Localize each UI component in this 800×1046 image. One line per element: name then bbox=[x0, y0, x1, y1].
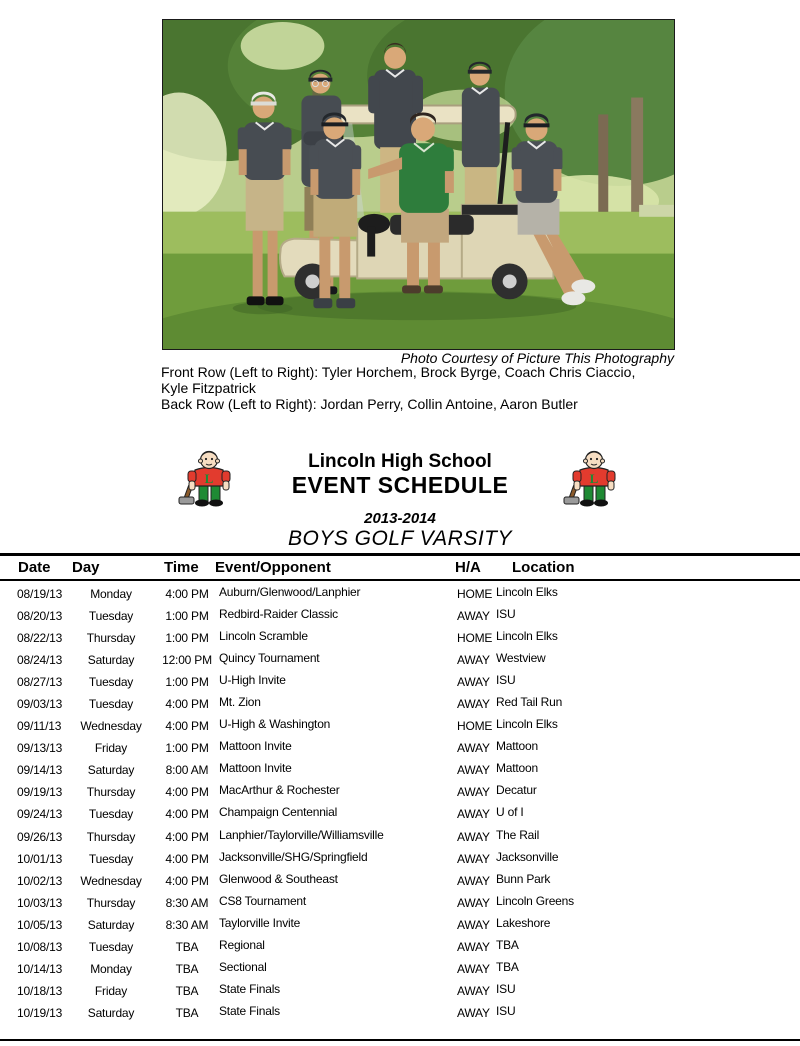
cell-event: Champaign Centennial bbox=[219, 805, 338, 820]
photo-credit: Photo Courtesy of Picture This Photography bbox=[400, 350, 674, 366]
cell-location: Mattoon bbox=[496, 739, 538, 754]
cell-day: Tuesday bbox=[88, 674, 134, 689]
column-header-date: Date bbox=[18, 559, 51, 576]
cell-event: Mattoon Invite bbox=[219, 761, 292, 776]
table-row bbox=[0, 582, 800, 604]
cell-date: 10/18/13 bbox=[17, 984, 63, 999]
table-row bbox=[0, 958, 800, 980]
cell-ha: AWAY bbox=[457, 785, 490, 800]
cell-event: Sectional bbox=[219, 960, 267, 975]
cell-event: Lanphier/Taylorville/Williamsville bbox=[219, 827, 384, 842]
cell-day: Tuesday bbox=[88, 696, 134, 711]
cell-ha: AWAY bbox=[457, 829, 490, 844]
table-row bbox=[0, 847, 800, 869]
cell-day: Friday bbox=[94, 741, 128, 756]
cell-time: 1:00 PM bbox=[165, 630, 209, 645]
cell-ha: AWAY bbox=[457, 696, 490, 711]
cell-date: 09/26/13 bbox=[17, 829, 63, 844]
page-title: EVENT SCHEDULE bbox=[291, 472, 509, 498]
cell-day: Saturday bbox=[87, 917, 135, 932]
table-row bbox=[0, 626, 800, 648]
cell-day: Tuesday bbox=[88, 940, 134, 954]
cell-location: Lincoln Elks bbox=[496, 584, 558, 599]
cell-event: MacArthur & Rochester bbox=[219, 783, 340, 798]
cell-date: 09/14/13 bbox=[17, 763, 63, 778]
table-row bbox=[0, 825, 800, 847]
cell-ha: AWAY bbox=[457, 962, 490, 977]
cell-event: Glenwood & Southeast bbox=[219, 871, 338, 886]
cell-event: State Finals bbox=[219, 982, 280, 997]
cell-time: TBA bbox=[175, 984, 199, 999]
cell-location: Mattoon bbox=[496, 761, 538, 776]
cell-ha: AWAY bbox=[457, 1006, 490, 1021]
cell-ha: AWAY bbox=[457, 984, 490, 999]
table-header-rule bbox=[0, 579, 800, 581]
cell-ha: AWAY bbox=[457, 873, 490, 888]
cell-location: ISU bbox=[496, 606, 516, 621]
cell-ha: AWAY bbox=[457, 807, 490, 822]
cell-location: Decatur bbox=[496, 783, 537, 798]
cell-event: Regional bbox=[219, 938, 265, 952]
table-row bbox=[0, 869, 800, 891]
cell-date: 08/19/13 bbox=[17, 586, 63, 601]
cell-location: ISU bbox=[496, 672, 516, 687]
cell-day: Friday bbox=[94, 984, 128, 999]
cell-location: Jacksonville bbox=[496, 849, 559, 864]
cell-time: 4:00 PM bbox=[165, 785, 209, 800]
cell-event: Mt. Zion bbox=[219, 694, 261, 709]
cell-ha: AWAY bbox=[457, 652, 490, 667]
cell-day: Tuesday bbox=[88, 807, 134, 822]
back-row-caption: Back Row (Left to Right): Jordan Perry, Collin Antoine, Aaron Butler bbox=[161, 396, 578, 413]
cell-location: Lincoln Elks bbox=[496, 628, 558, 643]
cell-ha: AWAY bbox=[457, 851, 490, 866]
cell-time: 4:00 PM bbox=[165, 807, 209, 822]
cell-ha: HOME bbox=[457, 719, 493, 734]
cell-ha: AWAY bbox=[457, 741, 490, 756]
svg-text:L: L bbox=[589, 471, 599, 486]
team-label: BOYS GOLF VARSITY bbox=[287, 527, 513, 550]
front-row-caption-line1: Front Row (Left to Right): Tyler Horchem, Brock Byrge, Coach Chris Ciaccio, bbox=[161, 364, 636, 380]
cell-event: Lincoln Scramble bbox=[219, 628, 308, 643]
cell-time: 4:00 PM bbox=[165, 586, 209, 601]
cell-date: 08/20/13 bbox=[17, 608, 63, 623]
cell-time: 1:00 PM bbox=[165, 674, 209, 689]
svg-text:L: L bbox=[204, 471, 214, 486]
cell-date: 08/27/13 bbox=[17, 674, 63, 689]
cell-time: 4:00 PM bbox=[165, 719, 209, 734]
cell-day: Wednesday bbox=[80, 873, 142, 888]
table-row bbox=[0, 980, 800, 1002]
cell-ha: AWAY bbox=[457, 940, 490, 954]
table-row bbox=[0, 604, 800, 626]
table-row bbox=[0, 737, 800, 759]
cell-time: 12:00 PM bbox=[162, 652, 212, 667]
table-row bbox=[0, 759, 800, 781]
table-row bbox=[0, 781, 800, 803]
cell-day: Monday bbox=[90, 586, 132, 601]
table-row bbox=[0, 891, 800, 913]
table-row bbox=[0, 692, 800, 714]
cell-time: 4:00 PM bbox=[165, 851, 209, 866]
cell-ha: HOME bbox=[457, 586, 493, 601]
cell-ha: HOME bbox=[457, 630, 493, 645]
cell-ha: AWAY bbox=[457, 608, 490, 623]
cell-location: TBA bbox=[496, 938, 519, 952]
cell-date: 09/13/13 bbox=[17, 741, 63, 756]
cell-event: U-High & Washington bbox=[219, 717, 331, 732]
cell-day: Wednesday bbox=[80, 719, 142, 734]
cell-date: 09/11/13 bbox=[17, 719, 62, 734]
cell-ha: AWAY bbox=[457, 917, 490, 932]
cell-day: Saturday bbox=[87, 1006, 135, 1021]
cell-ha: AWAY bbox=[457, 895, 490, 910]
cell-day: Monday bbox=[90, 962, 132, 977]
cell-location: U of I bbox=[496, 805, 524, 820]
cell-time: 8:00 AM bbox=[165, 763, 209, 778]
cell-location: Red Tail Run bbox=[496, 694, 563, 709]
cell-event: Taylorville Invite bbox=[219, 915, 301, 930]
cell-day: Saturday bbox=[87, 763, 135, 778]
table-row bbox=[0, 670, 800, 692]
cell-time: 4:00 PM bbox=[165, 829, 209, 844]
cell-day: Thursday bbox=[86, 785, 136, 800]
cell-location: ISU bbox=[496, 982, 516, 997]
column-header-location: Location bbox=[512, 559, 575, 576]
column-header-time: Time bbox=[164, 559, 199, 576]
cell-event: CS8 Tournament bbox=[219, 893, 307, 908]
cell-day: Tuesday bbox=[88, 851, 134, 866]
season-label: 2013-2014 bbox=[364, 510, 436, 527]
cell-date: 08/22/13 bbox=[17, 630, 63, 645]
cell-date: 10/08/13 bbox=[17, 940, 63, 954]
cell-date: 10/01/13 bbox=[17, 851, 63, 866]
cell-event: Quincy Tournament bbox=[219, 650, 320, 665]
column-header-event: Event/Opponent bbox=[215, 559, 331, 576]
table-header bbox=[0, 557, 800, 579]
team-photo-illustration bbox=[163, 20, 674, 349]
table-top-rule bbox=[0, 553, 800, 556]
cell-time: 4:00 PM bbox=[165, 696, 209, 711]
team-photo bbox=[162, 19, 675, 350]
cell-location: Bunn Park bbox=[496, 871, 551, 886]
cell-date: 10/19/13 bbox=[17, 1006, 63, 1021]
cell-time: 8:30 AM bbox=[165, 895, 209, 910]
cell-location: TBA bbox=[496, 960, 519, 975]
school-name: Lincoln High School bbox=[308, 451, 492, 472]
cell-time: 4:00 PM bbox=[165, 873, 209, 888]
cell-event: Jacksonville/SHG/Springfield bbox=[219, 849, 368, 864]
cell-day: Thursday bbox=[86, 829, 136, 844]
cell-event: Mattoon Invite bbox=[219, 739, 292, 754]
cell-date: 09/03/13 bbox=[17, 696, 63, 711]
front-row-caption-line2: Kyle Fitzpatrick bbox=[161, 380, 256, 397]
cell-event: Redbird-Raider Classic bbox=[219, 606, 338, 621]
table-bottom-rule bbox=[0, 1039, 800, 1041]
table-row bbox=[0, 803, 800, 825]
cell-date: 09/19/13 bbox=[17, 785, 63, 800]
cell-date: 10/14/13 bbox=[17, 962, 63, 977]
photo-captions bbox=[161, 364, 635, 413]
cell-day: Thursday bbox=[86, 895, 136, 910]
table-row bbox=[0, 936, 800, 958]
cell-date: 10/03/13 bbox=[17, 895, 63, 910]
cell-location: Lakeshore bbox=[496, 915, 551, 930]
cell-time: TBA bbox=[175, 940, 199, 954]
cell-location: The Rail bbox=[496, 827, 540, 842]
cell-date: 08/24/13 bbox=[17, 652, 63, 667]
table-row bbox=[0, 648, 800, 670]
cell-event: Auburn/Glenwood/Lanphier bbox=[219, 584, 361, 599]
schedule-rows bbox=[0, 582, 800, 1024]
cell-date: 09/24/13 bbox=[17, 807, 63, 822]
cell-event: State Finals bbox=[219, 1004, 280, 1019]
cell-day: Saturday bbox=[87, 652, 135, 667]
cell-day: Tuesday bbox=[88, 608, 134, 623]
cell-location: ISU bbox=[496, 1004, 516, 1019]
cell-time: 1:00 PM bbox=[165, 608, 209, 623]
table-row bbox=[0, 1002, 800, 1024]
cell-date: 10/05/13 bbox=[17, 917, 63, 932]
cell-time: TBA bbox=[175, 1006, 199, 1021]
cell-ha: AWAY bbox=[457, 763, 490, 778]
cell-location: Lincoln Elks bbox=[496, 717, 558, 732]
cell-day: Thursday bbox=[86, 630, 136, 645]
table-row bbox=[0, 715, 800, 737]
cell-time: TBA bbox=[175, 962, 199, 977]
cell-time: 1:00 PM bbox=[165, 741, 209, 756]
column-header-ha: H/A bbox=[455, 559, 481, 576]
cell-location: Lincoln Greens bbox=[496, 893, 574, 908]
cell-event: U-High Invite bbox=[219, 672, 286, 687]
cell-date: 10/02/13 bbox=[17, 873, 63, 888]
cell-time: 8:30 AM bbox=[165, 917, 209, 932]
table-row bbox=[0, 913, 800, 935]
cell-location: Westview bbox=[496, 650, 546, 665]
cell-ha: AWAY bbox=[457, 674, 490, 689]
column-header-day: Day bbox=[72, 559, 100, 576]
